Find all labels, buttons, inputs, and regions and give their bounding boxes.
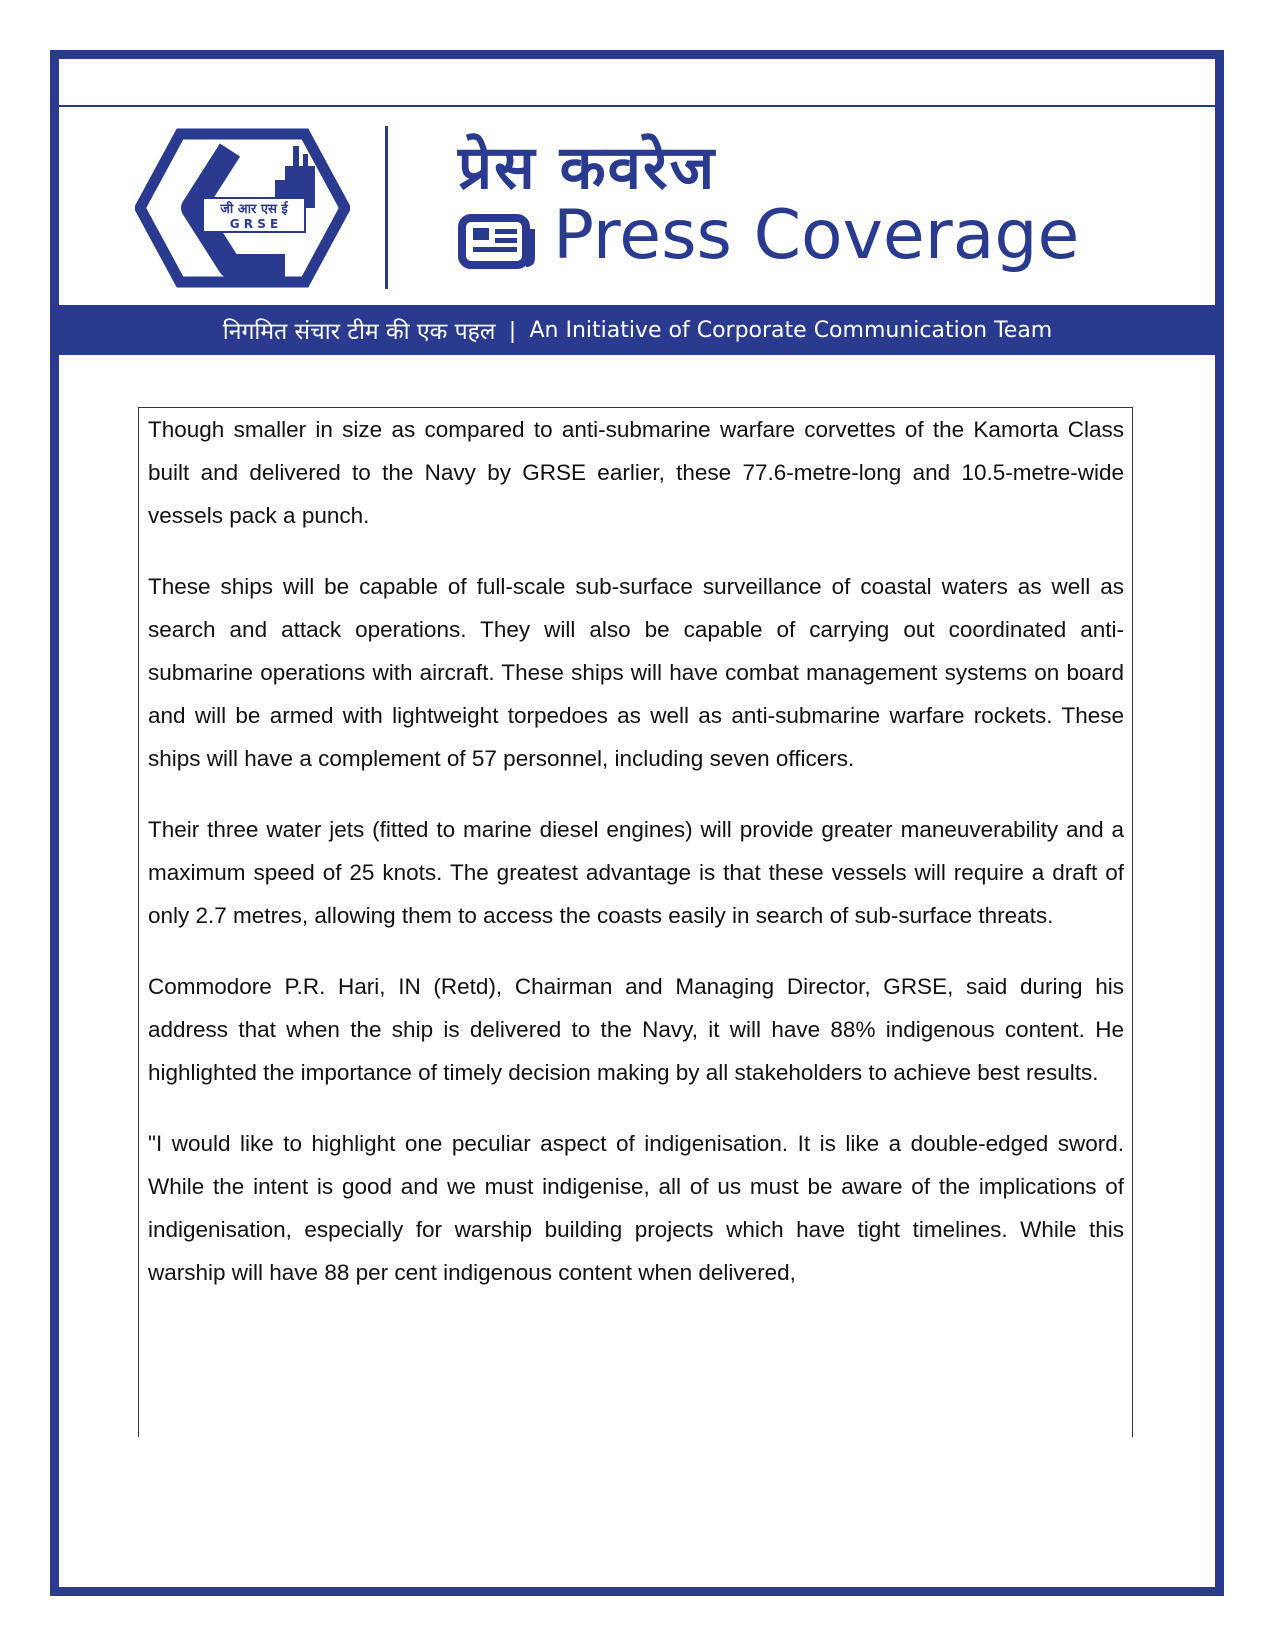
logo-text-en: G R S E bbox=[229, 217, 279, 231]
header-top-rule bbox=[59, 105, 1216, 107]
grse-logo-icon bbox=[135, 128, 350, 288]
logo-divider bbox=[385, 126, 388, 289]
article-paragraph-2: These ships will be capable of full-scale sub-surface surveillance of coastal waters as well as search and attack operations. They will also be capable of carrying out coordinated anti-submarine operations with aircraft. These ships will have combat management systems on board and will be armed with lightweight torpedoes as well as anti-submarine warfare rockets. These ships will have a complement of 57 personnel, including seven officers. bbox=[148, 574, 1124, 771]
article-paragraph-3: Their three water jets (fitted to marine diesel engines) will provide greater maneuverability and a maximum speed of 25 knots. The greatest advantage is that these vessels will require a draft of only 2.7 metres, allowing them to access the coasts easily in search of sub-surface threats. bbox=[148, 817, 1124, 928]
article-paragraph-4: Commodore P.R. Hari, IN (Retd), Chairman and Managing Director, GRSE, said during his address that when the ship is delivered to the Navy, it will have 88% indigenous content. He highlighted the importance of timely decision making by all stakeholders to achieve best results. bbox=[148, 974, 1124, 1085]
logo-text-hi: जी आर एस ई bbox=[220, 202, 288, 217]
newspaper-icon bbox=[458, 214, 536, 269]
tagline-separator: | bbox=[509, 316, 516, 343]
article-body bbox=[138, 407, 1133, 1437]
tagline-banner bbox=[59, 305, 1216, 355]
tagline-hindi: निगमित संचार टीम की एक पहल bbox=[222, 319, 496, 345]
title-hindi: प्रेस कवरेज bbox=[458, 133, 717, 203]
article-paragraph-5: "I would like to highlight one peculiar aspect of indigenisation. It is like a double-edged sword. While the intent is good and we must indigenise, all of us must be aware of the implications of indigenisation, especially for warship building projects which have tight timelines. While this warship will have 88 per cent indigenous content when delivered, bbox=[148, 1131, 1124, 1285]
title-english: Press Coverage bbox=[553, 196, 1080, 275]
article-paragraph-1: Though smaller in size as compared to anti-submarine warfare corvettes of the Kamorta Class built and delivered to the Navy by GRSE earlier, these 77.6-metre-long and 10.5-metre-wide vessels pack a punch. bbox=[148, 417, 1124, 528]
tagline-english: An Initiative of Corporate Communication Team bbox=[529, 317, 1053, 343]
